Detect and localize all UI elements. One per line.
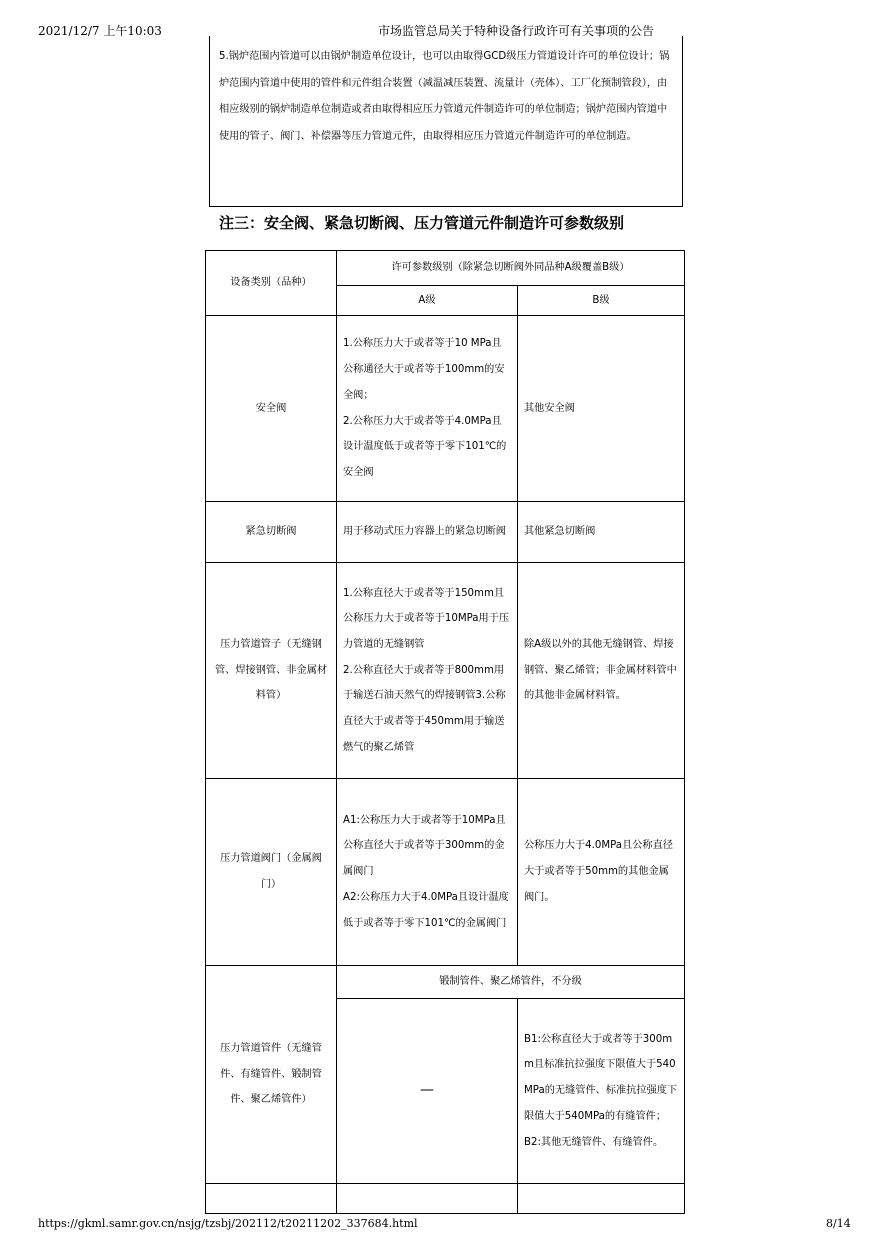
row-a-level: — [337,999,518,1184]
header-b-level: B级 [518,286,685,316]
note-three-title: 注三：安全阀、紧急切断阀、压力管道元件制造许可参数级别 [219,214,625,232]
previous-note-box [209,36,683,207]
row-category: 压力管道管子（无缝钢管、焊接钢管、非金属材料管） [206,563,337,779]
header-a-level: A级 [337,286,518,316]
row-a-level [337,563,518,779]
b-item: B2:其他无缝管件、有缝管件。 [524,1136,664,1148]
page-number: 8/14 [826,1217,851,1230]
a-item: 1.公称压力大于或者等于10 MPa且公称通径大于或者等于100mm的安全阀； [343,338,505,401]
row-b-level: 公称压力大于4.0MPa且公称直径大于或者等于50mm的其他金属阀门。 [518,779,685,966]
row-category: 压力管道管件（无缝管件、有缝管件、锻制管件、聚乙烯管件） [206,966,337,1184]
table-row [206,966,685,999]
continued-cell [518,1184,685,1214]
table-row [206,316,685,502]
row-span-note: 锻制管件、聚乙烯管件，不分级 [337,966,685,999]
row-category: 紧急切断阀 [206,502,337,563]
table-header-row [206,251,685,286]
continued-cell [206,1184,337,1214]
a-item: 2.公称压力大于或者等于4.0MPa且设计温度低于或者等于零下101℃的安全阀 [343,415,507,478]
row-category: 压力管道阀门（金属阀门） [206,779,337,966]
row-b-level [518,999,685,1184]
row-a-level [337,316,518,502]
previous-note-text: 5.锅炉范围内管道可以由锅炉制造单位设计，也可以由取得GCD级压力管道设计许可的单位设计；锅炉范围内管道中使用的管件和元件组合装置（减温减压装置、流量计（壳体）、工厂化预制管段），由相应级别的锅炉制造单位制造或者由取得相应压力管道元件制造许可的单位制造；锅炉范围内管道中使用的管子、阀门、补偿器等压力管道元件，由取得相应压力管道元件制造许可的单位制造。 [219,51,670,142]
page-title: 市场监管总局关于特种设备行政许可有关事项的公告 [378,24,655,38]
table-row [206,779,685,966]
a-item: A2:公称压力大于4.0MPa且设计温度低于或者等于零下101℃的金属阀门 [343,891,509,929]
continued-cell [337,1184,518,1214]
table-row [206,502,685,563]
a-item: 1.公称直径大于或者等于150mm且公称压力大于或者等于10MPa用于压力管道的无缝钢管 [343,587,510,650]
table-row-continued [206,1184,685,1214]
row-b-level: 其他紧急切断阀 [518,502,685,563]
browser-timestamp: 2021/12/7 上午10:03 [38,24,162,38]
row-category: 安全阀 [206,316,337,502]
permit-level-table [205,250,685,1214]
row-b-level: 其他安全阀 [518,316,685,502]
a-item: 用于移动式压力容器上的紧急切断阀 [343,526,506,538]
page-url: https://gkml.samr.gov.cn/nsjg/tzsbj/202112/t20211202_337684.html [38,1217,418,1230]
row-a-level [337,779,518,966]
row-a-level [337,502,518,563]
a-item: 2.公称直径大于或者等于800mm用于输送石油天然气的焊接钢管3.公称直径大于或者等于450mm用于输送燃气的聚乙烯管 [343,664,506,753]
header-params: 许可参数级别（除紧急切断阀外同品种A级覆盖B级） [337,251,685,286]
a-item: A1:公称压力大于或者等于10MPa且公称直径大于或者等于300mm的金属阀门 [343,814,506,878]
header-category: 设备类别（品种） [206,251,337,316]
b-item: B1:公称直径大于或者等于300mm且标准抗拉强度下限值大于540MPa的无缝管件、标准抗拉强度下限值大于540MPa的有缝管件； [524,1033,678,1122]
table-row [206,563,685,779]
row-b-level: 除A级以外的其他无缝钢管、焊接钢管、聚乙烯管；非金属材料管中的其他非金属材料管。 [518,563,685,779]
